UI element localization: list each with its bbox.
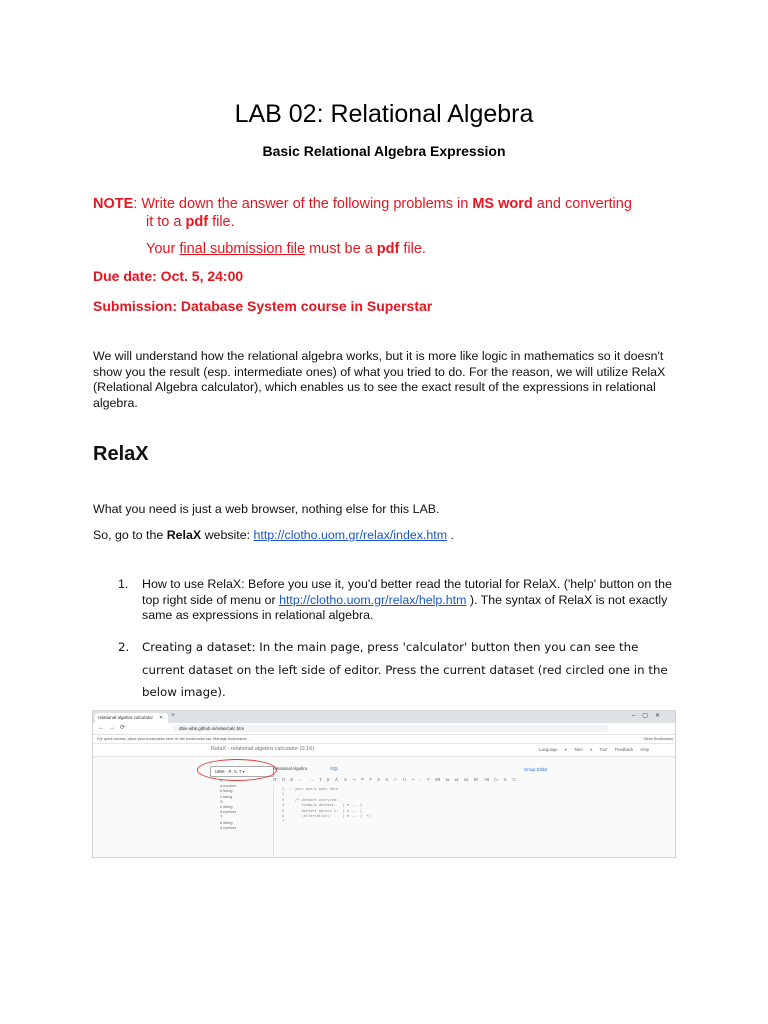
page-title: LAB 02: Relational Algebra: [234, 100, 534, 128]
note-paragraph: [93, 195, 693, 231]
list-1-text-a: How to use RelaX: Before you use it, you'd better read the tutorial for RelaX. ('help' button on the top right side of menu or: [142, 577, 672, 607]
tree-item: b string: [220, 805, 233, 810]
note-line-2: [93, 213, 693, 231]
app-nav-help: Help: [640, 747, 649, 752]
paragraph-website: [93, 528, 454, 542]
submission-info: Submission: Database System course in Superstar: [93, 298, 433, 314]
note-text-4: file.: [208, 214, 235, 230]
tree-item: T: [220, 815, 223, 820]
tree-item: b string: [220, 789, 233, 794]
app-nav-language: Language ▾: [539, 747, 567, 752]
due-date: Due date: Oct. 5, 24:00: [93, 268, 244, 284]
website-relax: RelaX: [166, 528, 202, 542]
tree-item: a number: [220, 784, 237, 789]
note-text-1: : Write down the answer of the following problems in: [133, 196, 473, 212]
app-header: [93, 744, 675, 757]
app-title: RelaX - relational algebra calculator (0.16): [211, 746, 315, 752]
editor-code: 1 -- your query goes here 2 3 /* dataset overview: 4 example dataset: [ π ... ] 5 dataset option x: [ π ... ] 6 (alternative): [ π ... ] */ 7: [282, 787, 371, 824]
tree-item: d number: [220, 810, 237, 815]
bookmarks-bar: [93, 735, 676, 744]
list-item-text: Creating a dataset: In the main page, press 'calculator' button then you can see the current dataset on the left side of editor. Press the current dataset (red circled one in the below image).: [142, 640, 668, 699]
relax-help-link[interactable]: http://clotho.uom.gr/relax/help.htm: [279, 592, 467, 607]
tree-item: b string: [220, 820, 233, 825]
intro-paragraph: We will understand how the relational algebra works, but it is more like logic in mathematics so it doesn't show you the result (esp. intermediate ones) of what you tried to do. For the reason, we will utilize RelaX (Relational Algebra calculator), which enables us to see the exact result of the expressions in relational algebra.: [93, 349, 666, 410]
editor-tabs: [273, 766, 339, 771]
note-text-2: and converting: [532, 196, 632, 212]
window-controls-icon: –▢✕: [631, 713, 667, 719]
tree-item: d number: [220, 825, 237, 830]
note-text-3: it to a: [146, 214, 186, 230]
other-bookmarks: Other Bookmarks: [643, 737, 673, 741]
query-editor: [273, 785, 554, 857]
bookmarks-hint: For quick access, place your bookmarks here on the bookmarks bar. Manage bookmarks...: [97, 737, 250, 741]
note-ms-word: MS word: [472, 196, 533, 212]
final-submission-link-text: final submission file: [179, 241, 306, 257]
website-text-b: website:: [201, 528, 254, 542]
final-text-b: must be a: [305, 241, 377, 257]
app-nav-feedback: Feedback: [614, 747, 634, 752]
app-nav-tour: Take a Tour: [574, 747, 608, 752]
note-pdf: pdf: [185, 214, 209, 230]
nav-arrows-icon: ←→⟳: [98, 725, 131, 731]
note-label: NOTE: [93, 196, 134, 212]
operator-toolbar-icon: π σ ρ ← → τ γ ∧ ∨ ¬ = ≠ ≥ ≤ ∩ ∪ ÷ - × ⋈ ⟕ ⟖ ⟗ ⋉ ⋊ ▷ ≡ ⊂: [273, 777, 519, 783]
url-field: dbis-uibk.github.io/relax/calc.htm: [173, 725, 609, 732]
tab-title: relational algebra calculator: [98, 715, 154, 720]
tree-item: c string: [220, 794, 233, 799]
relax-screenshot: [92, 710, 676, 858]
list-number: 2.: [118, 640, 130, 654]
new-tab-icon: +: [171, 712, 176, 719]
final-text-c: file.: [399, 241, 426, 257]
address-bar: [93, 723, 675, 735]
list-1-text-b: ). The syntax of RelaX is not exactly same as expressions in relational algebra.: [142, 592, 668, 622]
list-number: 1.: [118, 577, 129, 591]
close-icon: ✕: [159, 715, 164, 721]
tree-item: R: [220, 779, 223, 783]
final-pdf: pdf: [376, 241, 400, 257]
paragraph-browser: What you need is just a web browser, nothing else for this LAB.: [93, 502, 440, 516]
browser-tab: [95, 713, 168, 723]
website-text-a: So, go to the: [93, 528, 167, 542]
tree-item: S: [220, 799, 223, 804]
final-text-a: Your: [146, 241, 180, 257]
tab-relational-algebra: Relational Algebra: [273, 766, 307, 771]
dataset-label: UIBK - R, S, T: [215, 769, 242, 774]
dataset-dropdown: UIBK - R, S, T ▾: [210, 766, 274, 777]
app-nav: [539, 747, 649, 752]
list-item-text: [142, 577, 682, 624]
tab-sql: SQL: [330, 766, 339, 771]
website-text-c: .: [447, 528, 454, 542]
section-heading: RelaX: [93, 443, 149, 465]
group-editor-link: Group Editor: [524, 767, 548, 772]
browser-tab-bar: [93, 711, 675, 723]
dataset-tree: [220, 779, 236, 831]
note-final-submission: [146, 241, 426, 257]
page-subtitle: Basic Relational Algebra Expression: [262, 143, 506, 159]
relax-index-link[interactable]: http://clotho.uom.gr/relax/index.htm: [253, 528, 448, 542]
red-circle-highlight: [197, 759, 277, 781]
